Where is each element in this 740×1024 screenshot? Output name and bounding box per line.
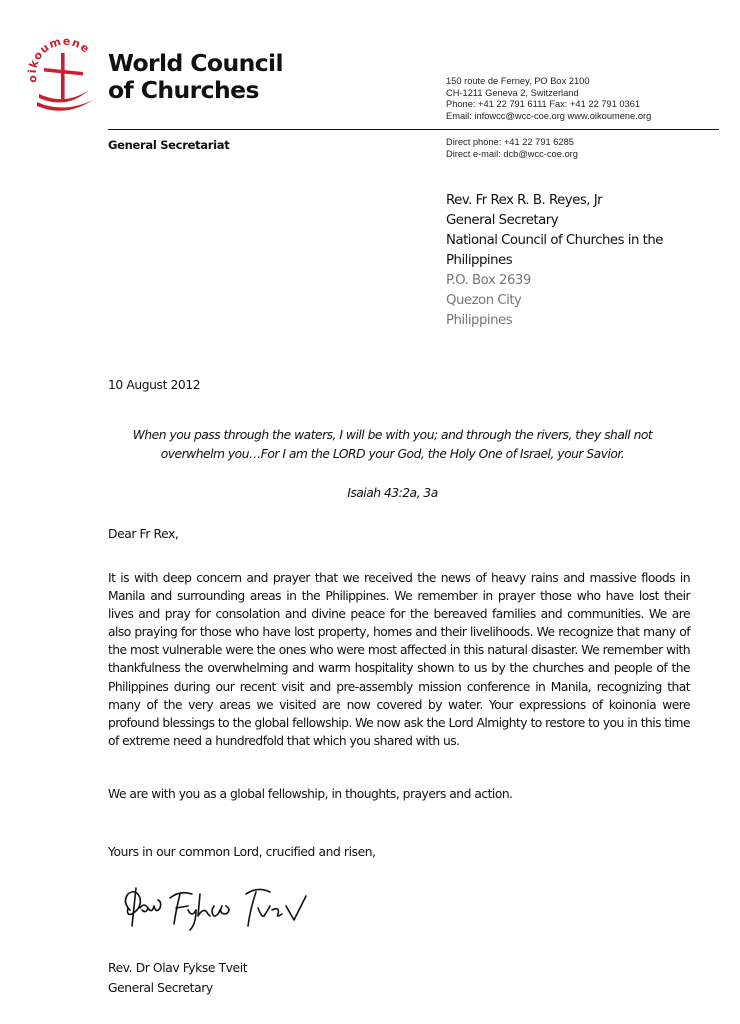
oikoumene-logo-icon — [27, 36, 105, 114]
department-label: General Secretariat — [108, 138, 230, 152]
signer-name: Rev. Dr Olav Fykse Tveit — [108, 961, 248, 975]
contact-phone-fax: Phone: +41 22 791 6111 Fax: +41 22 791 0361 — [446, 99, 641, 109]
letterhead-address — [446, 76, 651, 122]
contact-email-web: Email: infowcc@wcc-coe.org www.oikoumene.org — [446, 110, 652, 121]
address-line: 150 route de Ferney, PO Box 2100 — [446, 76, 590, 86]
signer-block — [108, 958, 247, 998]
recipient-org-cont: Philippines — [446, 253, 513, 268]
recipient-block — [446, 191, 663, 331]
scripture-quote: When you pass through the waters, I will be with you; and through the rivers, they shall not overwhelm you…For I am the LORD your God, the Holy One of Israel, your Savior. — [132, 428, 653, 461]
recipient-org: National Council of Churches in the — [446, 233, 663, 248]
recipient-city: Quezon City — [446, 293, 522, 308]
recipient-title: General Secretary — [446, 213, 559, 228]
organization-name — [108, 50, 283, 104]
svg-text:oikoumene: oikoumene — [27, 36, 93, 84]
body-paragraph-closing: We are with you as a global fellowship, in thoughts, prayers and action. — [108, 787, 513, 801]
letter-date: 10 August 2012 — [108, 378, 201, 392]
scripture-reference: Isaiah 43:2a, 3a — [347, 486, 438, 500]
org-name-line-1: World Council — [108, 49, 283, 77]
handwritten-signature-icon — [118, 880, 328, 940]
direct-phone: Direct phone: +41 22 791 6285 — [446, 137, 574, 147]
signer-title: General Secretary — [108, 981, 213, 995]
salutation: Dear Fr Rex, — [108, 527, 179, 541]
body-paragraph: It is with deep concern and prayer that we received the news of heavy rains and massive floods in Manila and surrounding areas in the Philippines. We remember in prayer those who have lost their lives and pray for consolation and divine peace for the bereaved families and communities. We are also praying for those who have lost property, homes and their livelihoods. We recognize that many of the most vulnerable were the ones who were most affected in this natural disaster. We remember with thankfulness the overwhelming and warm hospitality shown to us by the churches and people of the Philippines during our recent visit and pre-assembly mission conference in Manila, recognizing that many of the very areas we visited are now covered by water. Your expressions of koinonia were profound blessings to the global fellowship. We now ask the Lord Almighty to restore to you in this time of extreme need a hundredfold that which you shared with us. — [108, 571, 690, 748]
recipient-name: Rev. Fr Rex R. B. Reyes, Jr — [446, 193, 603, 208]
org-name-line-2: of Churches — [108, 76, 259, 104]
direct-email: Direct e-mail: dcb@wcc-coe.org — [446, 148, 578, 159]
recipient-po-box: P.O. Box 2639 — [446, 273, 531, 288]
recipient-country: Philippines — [446, 313, 513, 328]
direct-contact — [446, 137, 578, 160]
valediction: Yours in our common Lord, crucified and risen, — [108, 845, 376, 859]
header-divider — [108, 129, 719, 130]
address-line: CH-1211 Geneva 2, Switzerland — [446, 87, 579, 98]
